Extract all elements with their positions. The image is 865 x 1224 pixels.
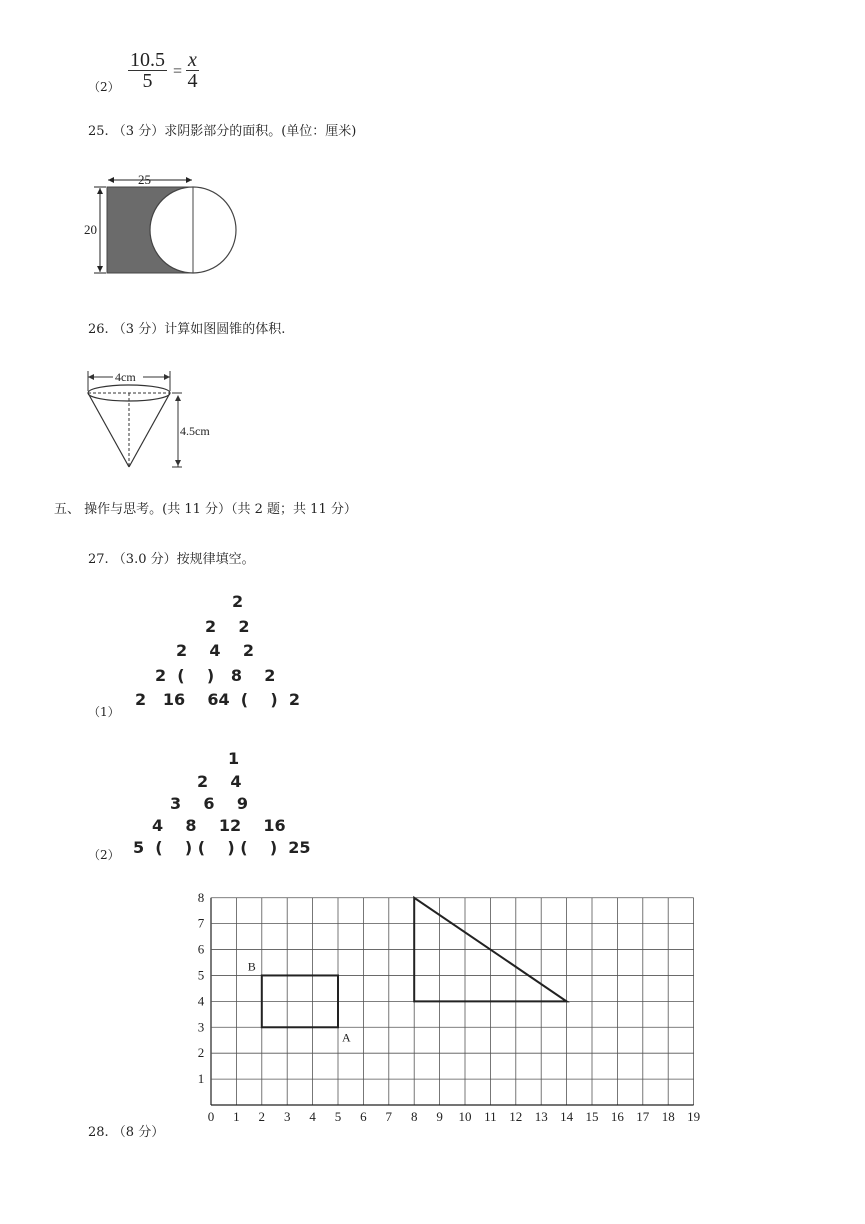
pyramid2-row2: 2 4 — [197, 772, 242, 791]
q27-part1-label: （1） — [88, 705, 120, 719]
height-label: 20 — [84, 222, 97, 237]
x-tick-label: 6 — [360, 1109, 367, 1124]
pyramid2-row5: 5 ( ) ( ) ( ) 25 — [133, 838, 311, 857]
cone-height-label: 4.5cm — [180, 424, 210, 438]
y-tick-label: 4 — [197, 993, 205, 1009]
x-tick-label: 10 — [458, 1109, 472, 1124]
x-tick-label: 0 — [207, 1109, 215, 1124]
x-tick-label: 17 — [636, 1109, 650, 1124]
fraction-left — [128, 50, 167, 91]
pyramid2-row4: 4 8 12 16 — [152, 816, 286, 835]
pyramid1-row2: 2 2 — [205, 617, 250, 636]
point-a-label: A — [342, 1030, 351, 1045]
y-tick-label: 2 — [197, 1045, 205, 1061]
x-tick-label: 3 — [283, 1109, 291, 1124]
equals-sign: = — [173, 63, 183, 80]
pyramid1-row3: 2 4 2 — [176, 641, 254, 660]
q26-cone-figure — [80, 365, 220, 475]
x-tick-label: 4 — [309, 1109, 316, 1124]
fraction-left-numerator: 10.5 — [130, 49, 165, 71]
q26-text: 26. （3 分）计算如图圆锥的体积. — [88, 322, 286, 337]
x-tick-label: 15 — [585, 1109, 599, 1124]
x-tick-label: 14 — [560, 1109, 574, 1124]
diameter-label: 4cm — [115, 370, 136, 384]
q28-grid-figure — [190, 893, 710, 1133]
x-tick-label: 5 — [334, 1109, 342, 1124]
y-tick-label: 8 — [197, 893, 205, 905]
q24-part2-label: （2） — [88, 80, 120, 94]
x-tick-label: 19 — [687, 1109, 701, 1124]
pyramid1-row5: 2 16 64 ( ) 2 — [135, 690, 300, 709]
point-b-label: B — [247, 959, 256, 974]
pyramid2-row1: 1 — [228, 749, 240, 768]
x-tick-label: 9 — [436, 1109, 443, 1124]
y-tick-label: 1 — [197, 1071, 205, 1087]
q28-text: 28. （8 分） — [88, 1125, 165, 1140]
q25-text: 25. （3 分）求阴影部分的面积。(单位：厘米) — [88, 124, 357, 139]
q25-figure — [80, 168, 250, 283]
q27-part2-label: （2） — [88, 848, 120, 862]
x-tick-label: 13 — [534, 1109, 548, 1124]
section5-title: 五、 操作与思考。(共 11 分）（共 2 题；共 11 分） — [54, 502, 357, 517]
x-tick-label: 16 — [610, 1109, 624, 1124]
y-axis-ticks — [198, 893, 205, 1086]
x-tick-label: 18 — [661, 1109, 675, 1124]
fraction-left-denominator: 5 — [142, 70, 153, 92]
fraction-right-numerator: x — [188, 49, 197, 71]
fraction-right-denominator: 4 — [187, 70, 198, 92]
y-tick-label: 7 — [197, 915, 205, 931]
x-tick-label: 11 — [484, 1109, 497, 1124]
y-tick-label: 6 — [197, 941, 205, 957]
width-label: 25 — [138, 172, 151, 187]
pyramid1-row4: 2 ( ) 8 2 — [155, 666, 276, 685]
x-tick-label: 2 — [258, 1109, 266, 1124]
x-axis-ticks — [208, 1109, 700, 1124]
x-tick-label: 7 — [385, 1109, 393, 1124]
fraction-right — [186, 50, 199, 91]
pyramid2-row3: 3 6 9 — [170, 794, 248, 813]
y-tick-label: 3 — [197, 1019, 205, 1035]
q27-text: 27. （3.0 分）按规律填空。 — [88, 552, 255, 567]
x-tick-label: 8 — [410, 1109, 418, 1124]
y-tick-label: 5 — [197, 967, 205, 983]
x-tick-label: 1 — [233, 1109, 240, 1124]
x-tick-label: 12 — [509, 1109, 523, 1124]
pyramid1-row1: 2 — [232, 592, 244, 611]
